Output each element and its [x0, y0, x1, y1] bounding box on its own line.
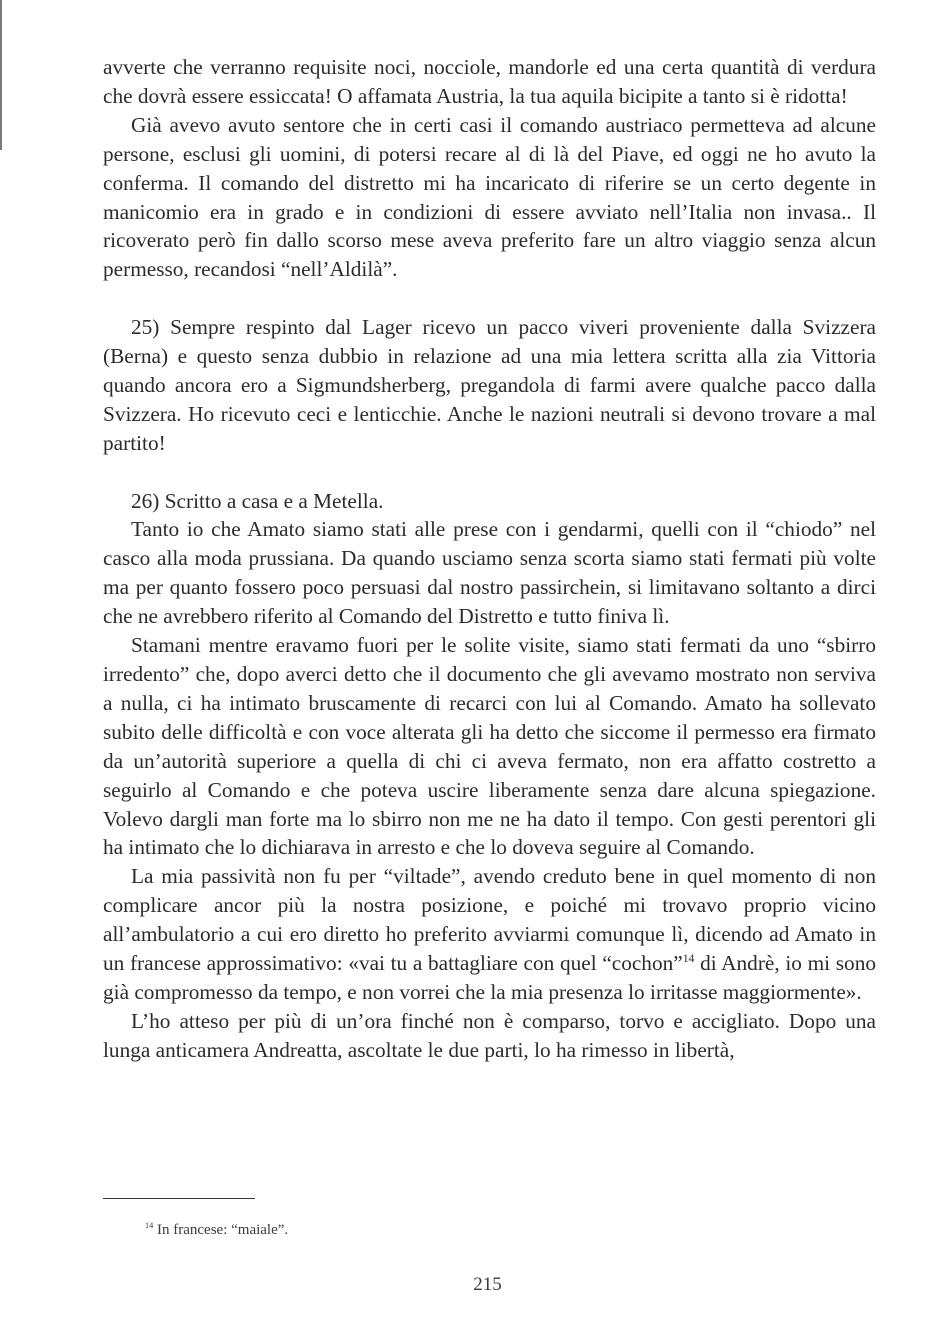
paragraph-2: Già avevo avuto sentore che in certi casi il comando austriaco permetteva ad alcune persone, esclusi gli uomini, di potersi recare al di là del Piave, ed oggi ne ho avuto la conferma. Il comando del distretto mi ha incaricato di riferire se un certo degente in manicomio era in grado e in condizioni di essere avviato nell’Italia non invasa.. Il ricoverato però fin dallo scorso mese aveva preferito fare un altro viaggio senza alcun permesso, recandosi “nell’Aldilà”.	[103, 112, 876, 282]
paragraph-passivita	[103, 862, 876, 1007]
paragraph-sbirro: Stamani mentre eravamo fuori per le solite visite, siamo stati fermati da uno “sbirro irredento” che, dopo averci detto che il documento che gli avevamo mostrato non serviva a nulla, ci ha intimato bruscamente di recarci con lui al Comando. Amato ha sollevato subito delle difficoltà e con voce alterata gli ha detto che siccome il permesso era firmato da un’autorità superiore a quella di chi ci aveva fermato, non era affatto costretto a seguirlo al Comando e che poteva uscire liberamente senza dare alcuna spiegazione. Volevo dargli man forte ma lo sbirro non me ne ha dato il tempo. Con gesti perentori gli ha intimato che lo dichiarava in arresto e che lo doveva seguire al Comando.	[103, 633, 876, 860]
paragraph-gendarmi: Tanto io che Amato siamo stati alle prese con i gendarmi, quelli con il “chiodo” nel casco alla moda prussiana. Da quando usciamo senza scorta siamo stati fermati più volte ma per quanto fossero poco persuasi dal nostro passirchein, si limitavano soltanto a dirci che ne avrebbero riferito al Comando del Distretto e tutto finiva lì.	[103, 517, 876, 629]
paragraph-entry-25: 25) Sempre respinto dal Lager ricevo un pacco viveri proveniente dalla Svizzera (Berna) e questo senza dubbio in relazione ad una mia lettera scritta alla zia Vittoria quando ancora ero a Sigmundsherberg, pregandola di farmi avere qualche pacco dalla Svizzera. Ho ricevuto ceci e lenticchie. Anche le nazioni neutrali si devono trovare a mal partito!	[103, 315, 876, 455]
paragraph-attesa: L’ho atteso per più di un’ora finché non è comparso, torvo e accigliato. Dopo una lunga anticamera Andreatta, ascoltate le due parti, lo ha rimesso in libertà,	[103, 1008, 876, 1062]
page-edge-line	[0, 0, 2, 150]
body-text	[103, 53, 876, 1065]
paragraph-1: avverte che verranno requisite noci, nocciole, mandorle ed una certa quantità di verdura che dovrà essere essiccata! O affamata Austria, la tua aquila bicipite a tanto si è ridotta!	[103, 55, 876, 108]
paragraph-passivita-part-1: La mia passività non fu per “viltade”, avendo creduto bene in quel momento di non complicare ancor più la nostra posizione, e poiché mi trovavo proprio vicino all’ambulatorio a cui ero diretto ho preferito avviarmi comunque lì, dicendo ad Amato in un francese approssimativo: «vai tu a battagliare con quel “cochon”	[103, 864, 876, 976]
footnote-text: In francese: “maiale”.	[157, 1222, 289, 1238]
footnote-divider	[103, 1198, 255, 1199]
footnote	[145, 1221, 288, 1239]
paragraph-passivita-part-2: di Andrè, io mi sono già compromesso da tempo, e non vorrei che la mia presenza lo irritasse maggiormente».	[103, 951, 877, 1004]
paragraph-entry-26: 26) Scritto a casa e a Metella.	[131, 488, 384, 513]
page-number: 215	[473, 1274, 502, 1295]
footnote-number: 14	[145, 1221, 154, 1230]
footnote-reference: 14	[682, 951, 695, 965]
